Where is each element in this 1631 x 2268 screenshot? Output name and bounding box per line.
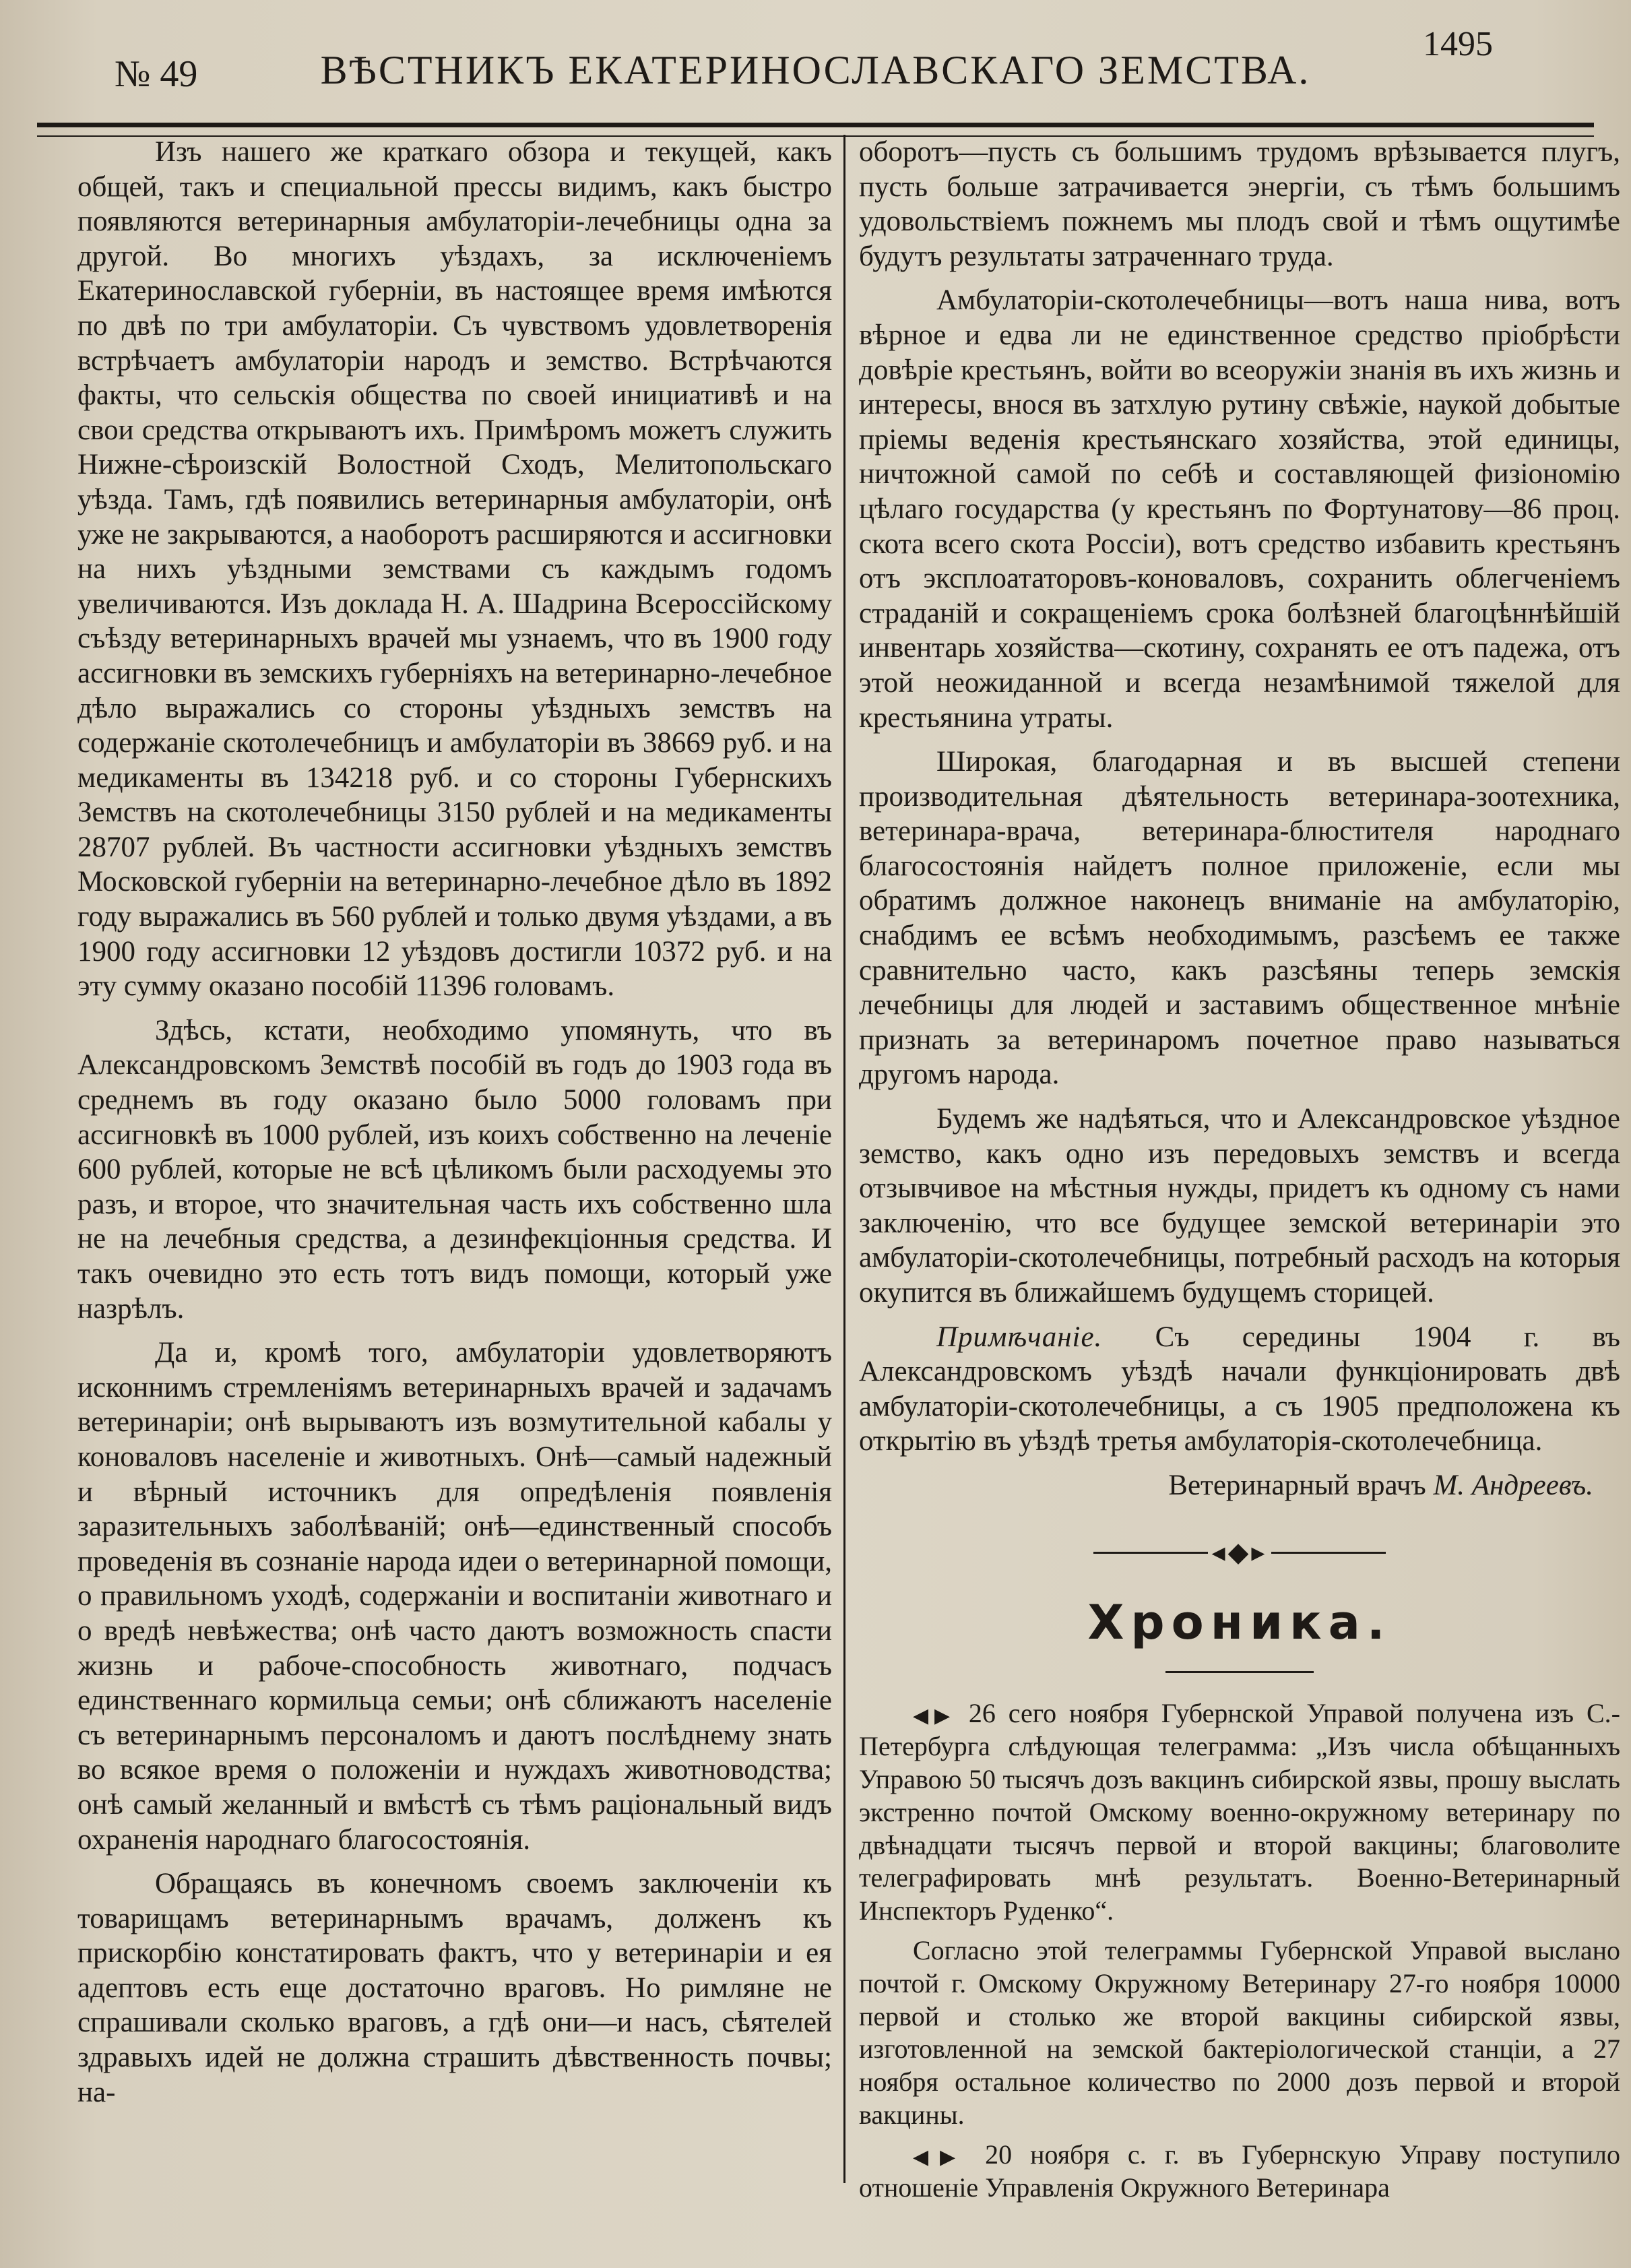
paragraph: Амбулаторіи-скотолечебницы—вотъ наша нива, вотъ вѣрное и едва ли не единственное средство пріобрѣсти довѣріе крестьянъ, войти во всеоружіи знанія въ ихъ жизнь и интересы, внося въ затхлую рутину свѣжіе, наукой добытые пріемы веденія крестьянскаго хозяйства, этой единицы, ничтожной самой по себѣ и составляющей физіономію цѣлаго государства (у крестьянъ по Фортунатову—86 проц. скота всего скота Россіи), вотъ средство избавить крестьянъ отъ эксплоататоровъ-коноваловъ, сохранить облегченіемъ страданій и сокращеніемъ срока болѣзней благоцѣннѣйшій инвентарь хозяйства—скотину, сохранять ее отъ падежа, отъ этой неожиданной и всегда незамѣнимой тяжелой для крестьянина утраты. bbox=[859, 284, 1620, 734]
section-ornament bbox=[859, 1534, 1620, 1569]
chronicle-item bbox=[859, 1934, 1620, 2132]
chronicle-text: 20 ноября с. г. въ Губернскую Управу поступило отношеніе Управленія Окружного Ветеринара bbox=[859, 2139, 1620, 2203]
paragraph: Здѣсь, кстати, необходимо упомянуть, что въ Александровскомъ Земствѣ пособій въ годъ до 1903 года въ среднемъ въ году оказано было 5000 головамъ при ассигновкѣ въ 1000 рублей, изъ коихъ собственно на леченіе 600 рублей, которые не всѣ цѣликомъ были расходуемы это разъ, и второе, что значительная часть ихъ собственно шла не на лечебныя средства, а дезинфекціонныя средства. И такъ очевидно это есть тотъ видъ помощи, который уже назрѣлъ. bbox=[77, 1014, 832, 1325]
arrow-bullet-icon: ◀▶ bbox=[913, 1705, 956, 1728]
signature bbox=[859, 1468, 1620, 1503]
ornament-line-left bbox=[1093, 1552, 1208, 1554]
paragraph: Обращаясь въ конечномъ своемъ заключеніи къ товарищамъ ветеринарнымъ врачамъ, долженъ къ прискорбію констатировать фактъ, что у ветеринаріи и ея адептовъ есть еще достаточно враговъ. Но римляне не спрашивали сколько враговъ, а гдѣ они—и насъ, сѣятелей здравыхъ идей не должна страшить дѣвственность почвы; на- bbox=[77, 1868, 832, 2108]
title-rule bbox=[1165, 1671, 1314, 1673]
journal-title: ВѢСТНИКЪ ЕКАТЕРИНОСЛАВСКАГО ЗЕМСТВА. bbox=[320, 48, 1311, 92]
chronicle-title: Хроника. bbox=[1087, 1595, 1392, 1651]
paragraph: Да и, кромѣ того, амбулаторіи удовлетворяютъ исконнимъ стремленіямъ ветеринарныхъ врачей и задачамъ ветеринаріи; онѣ вырываютъ изъ возмутительной кабалы у коноваловъ населеніе и животныхъ. Онѣ—самый надежный и вѣрный источникъ для опредѣленія появленія заразительныхъ заболѣваній; онѣ—единственный способъ проведенія въ сознаніе народа идеи о ветеринарной помощи, о правильномъ уходѣ, содержаніи и воспитаніи животнаго и о вредѣ невѣжества; онѣ часто даютъ возможность спасти жизнь и рабоче-способность животнаго, подчасъ единственнаго кормильца семьи; онѣ сближаютъ населеніе съ ветеринарнымъ персоналомъ и даютъ послѣднему знать во всякое время о положеніи и нуждахъ животноводства; онѣ самый желанный и вмѣстѣ съ тѣмъ раціональный видъ охраненія народнаго благосостоянія. bbox=[77, 1337, 832, 1856]
right-column bbox=[859, 135, 1620, 2211]
page-number: 1495 bbox=[1423, 25, 1493, 63]
chronicle-item bbox=[859, 2139, 1620, 2205]
chronicle-section bbox=[859, 1697, 1620, 2204]
footnote bbox=[859, 1320, 1620, 1459]
paragraph: Изъ нашего же краткаго обзора и текущей, какъ общей, такъ и специальной прессы видимъ, какъ быстро появляются ветеринарныя амбулаторіи-лечебницы одна за другой. Во многихъ уѣздахъ, за исключеніемъ Екатеринославской губерніи, въ настоящее время имѣются по двѣ по три амбулаторіи. Съ чувствомъ удовлетворенія встрѣчаетъ амбулаторіи народъ и земство. Встрѣчаются факты, что сельскія общества по своей инициативѣ и на свои средства открываютъ ихъ. Примѣромъ можетъ служить Нижне-сѣроизскій Волостной Сходъ, Мелитопольскаго уѣзда. Тамъ, гдѣ появились ветеринарныя амбулаторіи, онѣ уже не закрываются, а наоборотъ расширяются и ассигновки на нихъ уѣздными земствами съ каждымъ годомъ увеличиваются. Изъ доклада Н. А. Шадрина Всероссійскому съѣзду ветеринарныхъ врачей мы узнаемъ, что въ 1900 году ассигновки въ земскихъ губерніяхъ на ветеринарно-лечебное дѣло выражались со стороны уѣздныхъ земствъ на содержаніе скотолечебницъ и амбулаторіи въ 38669 руб. и на медикаменты въ 134218 руб. и со стороны Губернскихъ Земствъ на скотолечебницы 3150 рублей и на медикаменты 28707 рублей. Въ частности ассигновки уѣздныхъ земствъ Московской губерніи на ветеринарно-лечебное дѣло въ 1892 году выражались въ 560 рублей и только двумя уѣздами, а въ 1900 году ассигновки 12 уѣздовъ достигли 10372 руб. и на эту сумму оказано пособій 11396 головамъ. bbox=[77, 136, 832, 1003]
issue-number: № 49 bbox=[115, 53, 198, 95]
paragraph-continuation: оборотъ—пусть съ большимъ трудомъ врѣзывается плугъ, пусть больше затрачивается энергіи, съ тѣмъ большимъ удовольствіемъ пожнемъ мы плодъ свой и тѣмъ ощутимѣе будутъ результаты затраченнаго труда. bbox=[859, 136, 1620, 272]
diamond-ornament-icon: ◂◆▸ bbox=[1211, 1537, 1268, 1568]
signature-role: Ветеринарный врачъ bbox=[1168, 1469, 1426, 1501]
footnote-label: Примѣчаніе. bbox=[936, 1321, 1103, 1353]
chronicle-text: 26 сего ноября Губернской Управой получена изъ С.-Петербурга слѣдующая телеграмма: „Изъ числа обѣщанныхъ Управою 50 тысячъ дозъ вакцинъ сибирской язвы, прошу выслать экстренно почтой Омскому военно-окружному ветеринару по двѣнадцати тысячъ первой и второй вакцины; благоволите телеграфировать мнѣ результатъ. Военно-Ветеринарный Инспекторъ Руденко“. bbox=[859, 1698, 1620, 1926]
left-column bbox=[77, 135, 832, 2119]
footnote-text: Съ середины 1904 г. въ Александровскомъ уѣздѣ начали функціонировать двѣ амбулаторіи-скотолечебницы, а съ 1905 предположена къ открытію въ уѣздѣ третья амбулаторія-скотолечебница. bbox=[859, 1321, 1620, 1457]
ornament-line-right bbox=[1271, 1552, 1386, 1554]
arrow-bullet-icon: ◀▶ bbox=[913, 2145, 967, 2168]
chronicle-text: Согласно этой телеграммы Губернской Управой выслано почтой г. Омскому Окружному Ветеринару 27-го ноября 10000 первой и столько же второй вакцины сибирской язвы, изготовленной на земской бактеріологической станціи, а 27 ноября остальное количество по 2000 дозъ первой и второй вакцины. bbox=[859, 1934, 1620, 2130]
page-header bbox=[37, 19, 1594, 120]
signature-name: М. Андреевъ. bbox=[1433, 1469, 1593, 1501]
chronicle-item bbox=[859, 1697, 1620, 1928]
column-divider bbox=[843, 135, 845, 2183]
paragraph: Широкая, благодарная и въ высшей степени производительная дѣятельность ветеринара-зоотехника, ветеринара-врача, ветеринара-блюстителя народнаго благосостоянія найдетъ полное приложеніе, если мы обратимъ должное наконецъ вниманіе на амбулаторію, снабдимъ ее всѣмъ необходимымъ, разсѣемъ ее также сравнительно часто, какъ разсѣяны теперь земскія лечебницы для людей и заставимъ общественное мнѣніе признать за ветеринаромъ почетное право называться другомъ народа. bbox=[859, 746, 1620, 1091]
paragraph: Будемъ же надѣяться, что и Александровское уѣздное земство, какъ одно изъ передовыхъ земствъ и всегда отзывчивое на мѣстныя нужды, придетъ къ одному съ нами заключенію, что все будущее земской ветеринаріи это амбулаторіи-скотолечебницы, потребный расходъ на которыя окупится въ ближайшемъ будущемъ сторицей. bbox=[859, 1103, 1620, 1309]
